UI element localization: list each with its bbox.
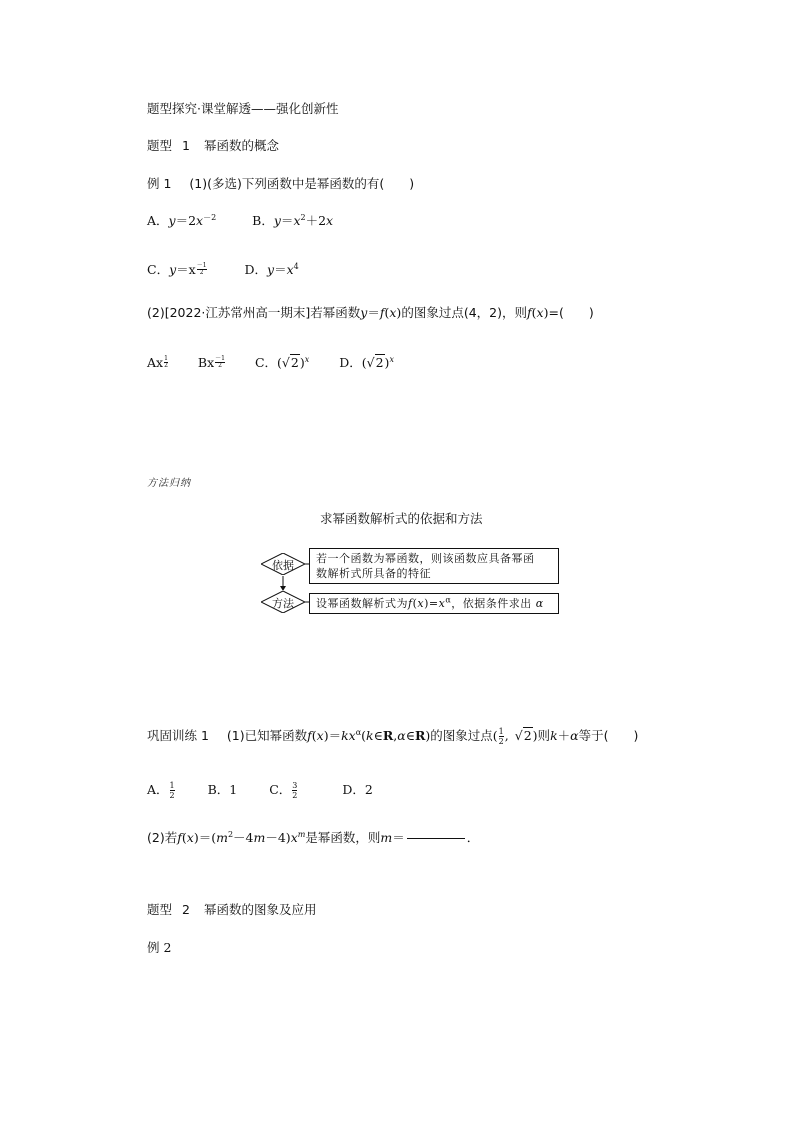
ex1-label: 例 1	[147, 176, 172, 191]
method-box: 设幂函数解析式为$f(x)=x^\alpha$，依据条件求出 α	[309, 593, 559, 614]
method-diamond	[261, 591, 305, 613]
type1-num: 1	[182, 138, 190, 153]
neg-half-exponent-2: $\frac{-1}{2}$	[215, 355, 225, 369]
ex1-q2-opt-a-label: A	[147, 355, 157, 370]
answer-blank[interactable]	[407, 838, 465, 839]
type2-label: 题型	[147, 902, 173, 917]
neg-half-exponent: $\frac{-1}{2}$	[196, 262, 207, 276]
drill1-q1: 巩固训练 1 (1)已知幂函数$f(x)=kx^\alpha(k\in R,\alpha\in R)$的图象过点( $\frac{1}{2}$ , √2)则k＋α等于( )	[147, 727, 639, 746]
drill1-opt-c-fraction: $\frac{3}{2}$	[292, 781, 298, 800]
basis-label: 依据	[272, 559, 294, 572]
ex1-q2-options: Ax $\frac{1}{2}$ Bx $\frac{-1}{2}$ C．$(√2)^x$ D．$(√2)^x$	[147, 354, 394, 370]
ex1-q2-opt-c-label: C．	[254, 355, 278, 370]
drill1-options	[147, 781, 373, 800]
type2-heading	[147, 902, 316, 918]
ex1-opt-d-label: D．	[244, 262, 268, 277]
ex1-q1-text: (1)(多选)下列函数中是幂函数的有( )	[189, 176, 415, 191]
method-text-prefix: 设幂函数解析式为	[316, 597, 408, 610]
method-text-suffix: ，依据条件求出	[451, 597, 532, 610]
ex1-q2-opt-d-label: D．	[339, 355, 362, 370]
drill1-q1-prefix: (1)已知幂函数	[226, 728, 308, 743]
type2-num: 2	[182, 902, 190, 917]
drill1-q2-prefix: (2)若	[147, 830, 178, 845]
ex1-opt-a-label: A．	[147, 213, 169, 228]
ex1-options-cd: C．y＝x $\frac{-1}{2}$ D．$y=x^4$	[147, 261, 299, 277]
drill1-q2-mid: 是幂函数，则	[305, 830, 381, 845]
basis-text-line1: 若一个函数为幂函数，则该函数应具备幂函	[316, 552, 535, 565]
ex1-opt-b-label: B．	[252, 213, 274, 228]
drill1-opt-a-fraction: $\frac{1}{2}$	[169, 781, 175, 800]
ex2-label: 例 2	[147, 940, 172, 955]
ex1-q2-opt-b-label: B	[197, 355, 208, 370]
ex1-q2-middle: 的图象过点(4，2)，则	[401, 305, 527, 320]
drill1-q2: (2)若$f(x)=(m^2-4m-4)x^m$是幂函数，则m＝ ．	[147, 829, 480, 845]
drill1-q2-end: ．	[466, 830, 480, 845]
basis-diamond	[261, 553, 305, 575]
section-title: 题型探究·课堂解透——强化创新性	[147, 101, 339, 116]
ex1-q2-end: =( )	[548, 305, 594, 320]
basis-text-line2: 数解析式所具备的特征	[316, 567, 431, 580]
method-heading: 方法归纳	[147, 478, 191, 489]
drill1-opt-a-label: A．	[147, 782, 169, 797]
drill1-q1-tail: 等于( )	[578, 728, 639, 743]
basis-box	[309, 548, 559, 584]
drill1-label: 巩固训练 1	[147, 728, 209, 743]
drill1-opt-c-label: C．	[269, 782, 292, 797]
drill1-opt-b: B．1	[207, 782, 238, 797]
drill1-q1-mid: 的图象过点	[430, 728, 493, 743]
ex1-q2-prefix: (2)[2022·江苏常州高一期末]若幂函数	[147, 305, 361, 320]
type2-title: 幂函数的图象及应用	[203, 902, 317, 917]
drill1-q1-end: 则	[537, 728, 551, 743]
type1-label: 题型	[147, 138, 173, 153]
method-diagram-title: 求幂函数解析式的依据和方法	[320, 511, 483, 526]
half-exponent: $\frac{1}{2}$	[164, 355, 168, 369]
ex1-options-ab: A．$y=2x^{-2}$ B．$y=x^2+2x$	[147, 212, 334, 228]
type1-title: 幂函数的概念	[203, 138, 279, 153]
method-label: 方法	[272, 597, 294, 610]
ex1-opt-c-label: C．	[147, 262, 170, 277]
ex1-q2: (2)[2022·江苏常州高一期末]若幂函数y＝f(x)的图象过点(4，2)，则f(x)=( )	[147, 305, 594, 320]
one-half-fraction: $\frac{1}{2}$	[498, 727, 504, 746]
drill1-opt-d: D．2	[342, 782, 373, 797]
